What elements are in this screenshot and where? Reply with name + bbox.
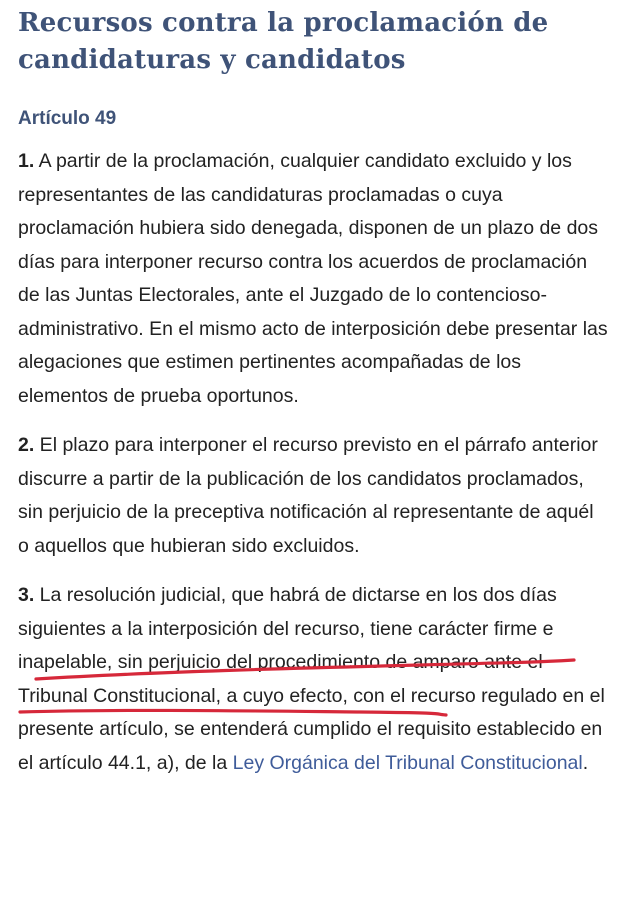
ley-organica-link[interactable]: Ley Orgánica del Tribunal Constitucional xyxy=(232,751,583,774)
page-title xyxy=(18,5,608,79)
paragraph-1 xyxy=(18,145,608,413)
paragraph-number: 2. xyxy=(18,434,35,456)
document-page xyxy=(18,0,608,780)
paragraph-number: 1. xyxy=(18,150,35,172)
paragraph-text: El plazo para interponer el recurso previsto en el párrafo anterior discurre a partir de la publicación de los candidatos proclamados, sin perjuicio de la preceptiva notificación al representante de aquél o aquellos que hubieran sido excluidos. xyxy=(18,434,598,557)
page-title-line1: Recursos contra la proclamación de xyxy=(18,8,549,38)
paragraph-text: La resolución judicial, que habrá de dictarse en los dos días siguientes a la interposición del recurso, tiene carácter firme e inapelable, sin perjuicio del procedimiento de amparo ante el Tribunal Constitucional, a cuyo efecto, con el recurso regulado en el presente artículo, se entenderá cumplido el requisito establecido en el artículo 44.1, a), de la xyxy=(18,584,605,774)
paragraph-number: 3. xyxy=(18,584,35,606)
paragraph-2 xyxy=(18,429,608,563)
article-heading: Artículo 49 xyxy=(18,108,117,129)
page-title-line2: candidaturas y candidatos xyxy=(18,45,406,75)
paragraph-text: A partir de la proclamación, cualquier candidato excluido y los representantes de las candidaturas proclamadas o cuya proclamación hubiera sido denegada, disponen de un plazo de dos días para interponer recurso contra los acuerdos de proclamación de las Juntas Electorales, ante el Juzgado de lo contencioso-administrativo. En el mismo acto de interposición debe presentar las alegaciones que estimen pertinentes acompañadas de los elementos de prueba oportunos. xyxy=(18,150,608,407)
paragraph-3 xyxy=(18,579,608,780)
paragraph-end: . xyxy=(582,751,589,774)
